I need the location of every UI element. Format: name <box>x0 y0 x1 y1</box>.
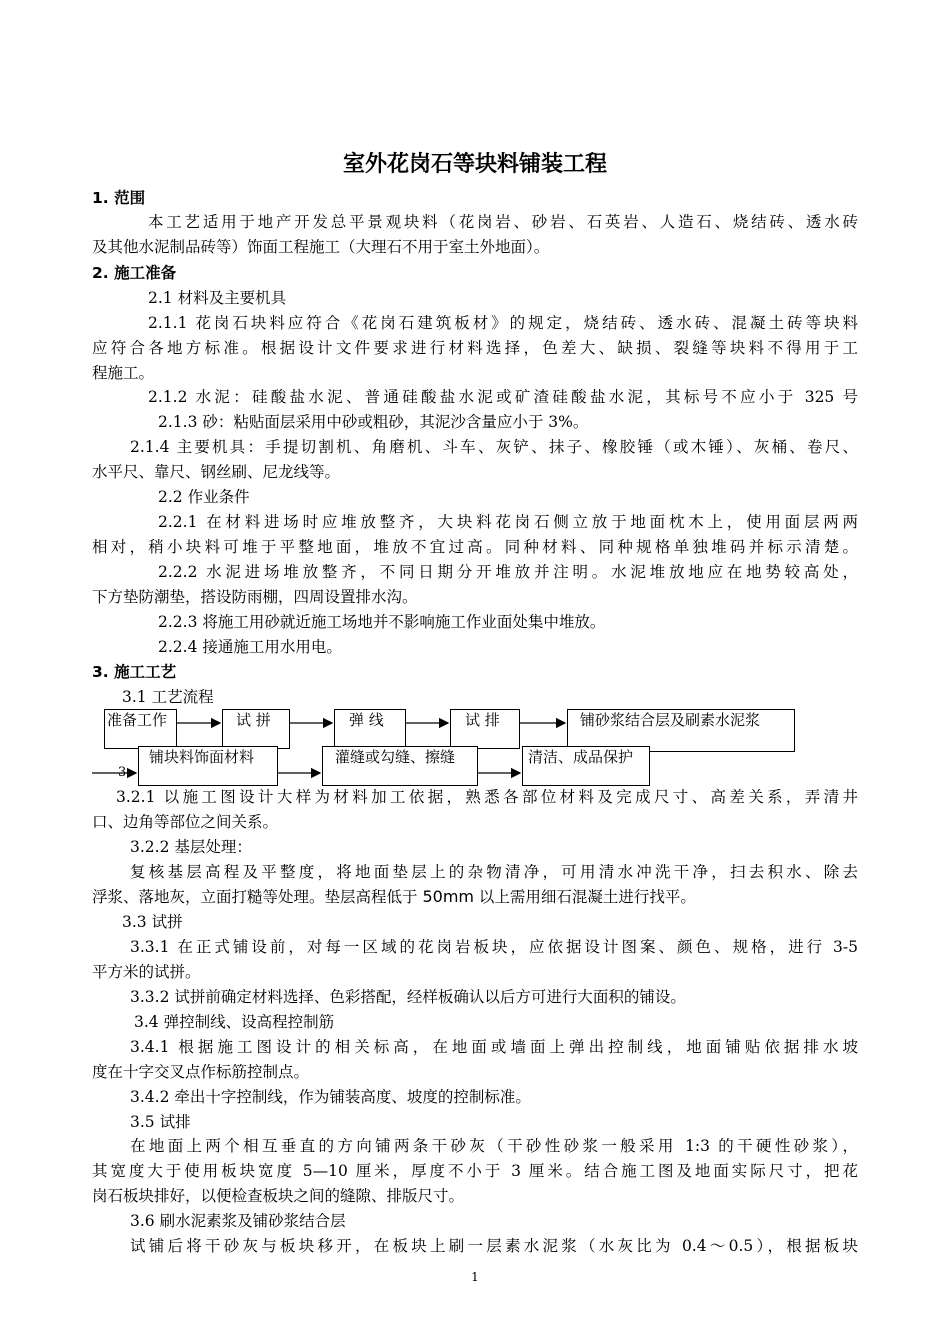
flow-stray-label: 3. <box>118 765 131 780</box>
page-title: 室外花岗石等块料铺装工程 <box>342 152 607 177</box>
page-number: 1 <box>471 1270 479 1284</box>
subsection-heading: 2.2 作业条件 <box>158 488 250 506</box>
flow-step-clean-protect <box>522 746 650 786</box>
paragraph-line: 3.4.1 根据施工图设计的相关标高，在地面或墙面上弹出控制线，地面铺贴依据排水坡 <box>130 1038 858 1056</box>
paragraph-line: 本工艺适用于地产开发总平景观块料（花岗岩、砂岩、石英岩、人造石、烧结砖、透水砖 <box>148 213 858 231</box>
paragraph-line: 2.1.1 花岗石块料应符合《花岗石建筑板材》的规定，烧结砖、透水砖、混凝土砖等块料 <box>148 314 858 332</box>
paragraph-line: 在地面上两个相互垂直的方向铺两条干砂灰（干砂性砂浆一般采用 1:3 的干硬性砂浆）， <box>130 1137 858 1155</box>
flow-step-label: 弹 线 <box>349 711 384 729</box>
flow-step-trial-layout <box>222 709 290 749</box>
paragraph-line: 平方米的试拼。 <box>92 963 201 981</box>
flow-step-label: 试 排 <box>465 711 500 729</box>
section-2-heading: 2. 施工准备 <box>92 264 177 282</box>
subsection-heading: 3.4 弹控制线、设高程控制筋 <box>134 1013 335 1031</box>
flow-step-snap-line <box>334 709 406 749</box>
flow-step-label: 试 拼 <box>236 711 271 729</box>
paragraph-line: 2.2.4 接通施工用水用电。 <box>158 638 342 656</box>
paragraph-line: 2.2.2 水泥进场堆放整齐，不同日期分开堆放并注明。水泥堆放地应在地势较高处， <box>158 563 858 581</box>
paragraph-line: 及其他水泥制品砖等）饰面工程施工（大理石不用于室土外地面）。 <box>92 238 550 256</box>
subsection-heading: 3.6 刷水泥素浆及铺砂浆结合层 <box>130 1212 346 1230</box>
text-run: 浮浆、落地灰，立面打糙等处理。垫层高程低于 <box>92 888 418 906</box>
paragraph-line: 复核基层高程及平整度，将地面垫层上的杂物清净，可用清水冲洗干净，扫去积水、除去 <box>130 863 858 881</box>
subsection-heading: 3.3 试拼 <box>122 913 183 931</box>
paragraph-line: 3.2.1 以施工图设计大样为材料加工依据，熟悉各部位材料及完成尺寸、高差关系，弄清井 <box>116 788 858 806</box>
paragraph-line: 口、边角等部位之间关系。 <box>92 813 279 831</box>
text-run: 50mm <box>422 887 474 906</box>
paragraph-line <box>92 886 696 908</box>
flow-step-label: 准备工作 <box>107 711 168 729</box>
paragraph-line: 其宽度大于使用板块宽度 5—10 厘米，厚度不小于 3 厘米。结合施工图及地面实际尺寸，把花 <box>92 1162 858 1180</box>
paragraph-line: 3.3.2 试拼前确定材料选择、色彩搭配，经样板确认以后方可进行大面积的铺设。 <box>130 988 686 1006</box>
paragraph-line: 3.4.2 牵出十字控制线，作为铺装高度、坡度的控制标准。 <box>130 1088 531 1106</box>
section-1-heading: 1. 范围 <box>92 189 146 207</box>
paragraph-line: 2.1.2 水泥：硅酸盐水泥、普通硅酸盐水泥或矿渣硅酸盐水泥，其标号不应小于 325 号 <box>148 388 858 406</box>
paragraph-line: 水平尺、靠尺、钢丝刷、尼龙线等。 <box>92 463 341 481</box>
flow-step-label: 清洁、成品保护 <box>528 748 634 766</box>
paragraph-line: 岗石板块排好，以便检查板块之间的缝隙、排版尺寸。 <box>92 1187 465 1205</box>
subsection-heading: 2.1 材料及主要机具 <box>148 289 287 307</box>
flow-step-label: 灌缝或勾缝、擦缝 <box>335 748 456 766</box>
paragraph-line: 相对，稍小块料可堆于平整地面，堆放不宜过高。同种材料、同种规格单独堆码并标示清楚。 <box>92 538 858 556</box>
text-run: 以上需用细石混凝土进行找平。 <box>478 888 696 906</box>
flow-step-trial-arrange <box>450 709 520 749</box>
paragraph-line: 下方垫防潮垫，搭设防雨棚，四周设置排水沟。 <box>92 588 418 606</box>
flow-step-label: 铺块料饰面材料 <box>149 748 255 766</box>
subsection-heading: 3.1 工艺流程 <box>122 688 214 706</box>
paragraph-line: 2.2.3 将施工用砂就近施工场地并不影响施工作业面处集中堆放。 <box>158 613 606 631</box>
flow-step-prepare <box>104 709 177 749</box>
paragraph-line: 2.1.3 砂：粘贴面层采用中砂或粗砂，其泥沙含量应小于 3%。 <box>158 413 589 431</box>
subsection-heading: 3.2.2 基层处理： <box>130 838 252 856</box>
section-3-heading: 3. 施工工艺 <box>92 663 177 681</box>
paragraph-line: 度在十字交叉点作标筋控制点。 <box>92 1063 310 1081</box>
paragraph-line: 3.3.1 在正式铺设前，对每一区域的花岗岩板块，应依据设计图案、颜色、规格，进行 3-5 <box>130 938 858 956</box>
paragraph-line: 2.2.1 在材料进场时应堆放整齐，大块料花岗石侧立放于地面枕木上，使用面层两两 <box>158 513 858 531</box>
flow-step-lay-blocks <box>138 746 278 786</box>
paragraph-line: 应符合各地方标准。根据设计文件要求进行材料选择，色差大、缺损、裂缝等块料不得用于工 <box>92 339 858 357</box>
subsection-heading: 3.5 试排 <box>130 1113 191 1131</box>
paragraph-line: 2.1.4 主要机具：手提切割机、角磨机、斗车、灰铲、抹子、橡胶锤（或木锤）、灰桶、卷尺、 <box>130 438 858 456</box>
flow-step-grout-joints <box>322 746 478 786</box>
paragraph-line: 程施工。 <box>92 364 155 382</box>
paragraph-line: 试铺后将干砂灰与板块移开，在板块上刷一层素水泥浆（水灰比为 0.4～0.5），根据板块 <box>130 1237 858 1255</box>
flow-step-label: 铺砂浆结合层及刷素水泥浆 <box>580 711 761 729</box>
